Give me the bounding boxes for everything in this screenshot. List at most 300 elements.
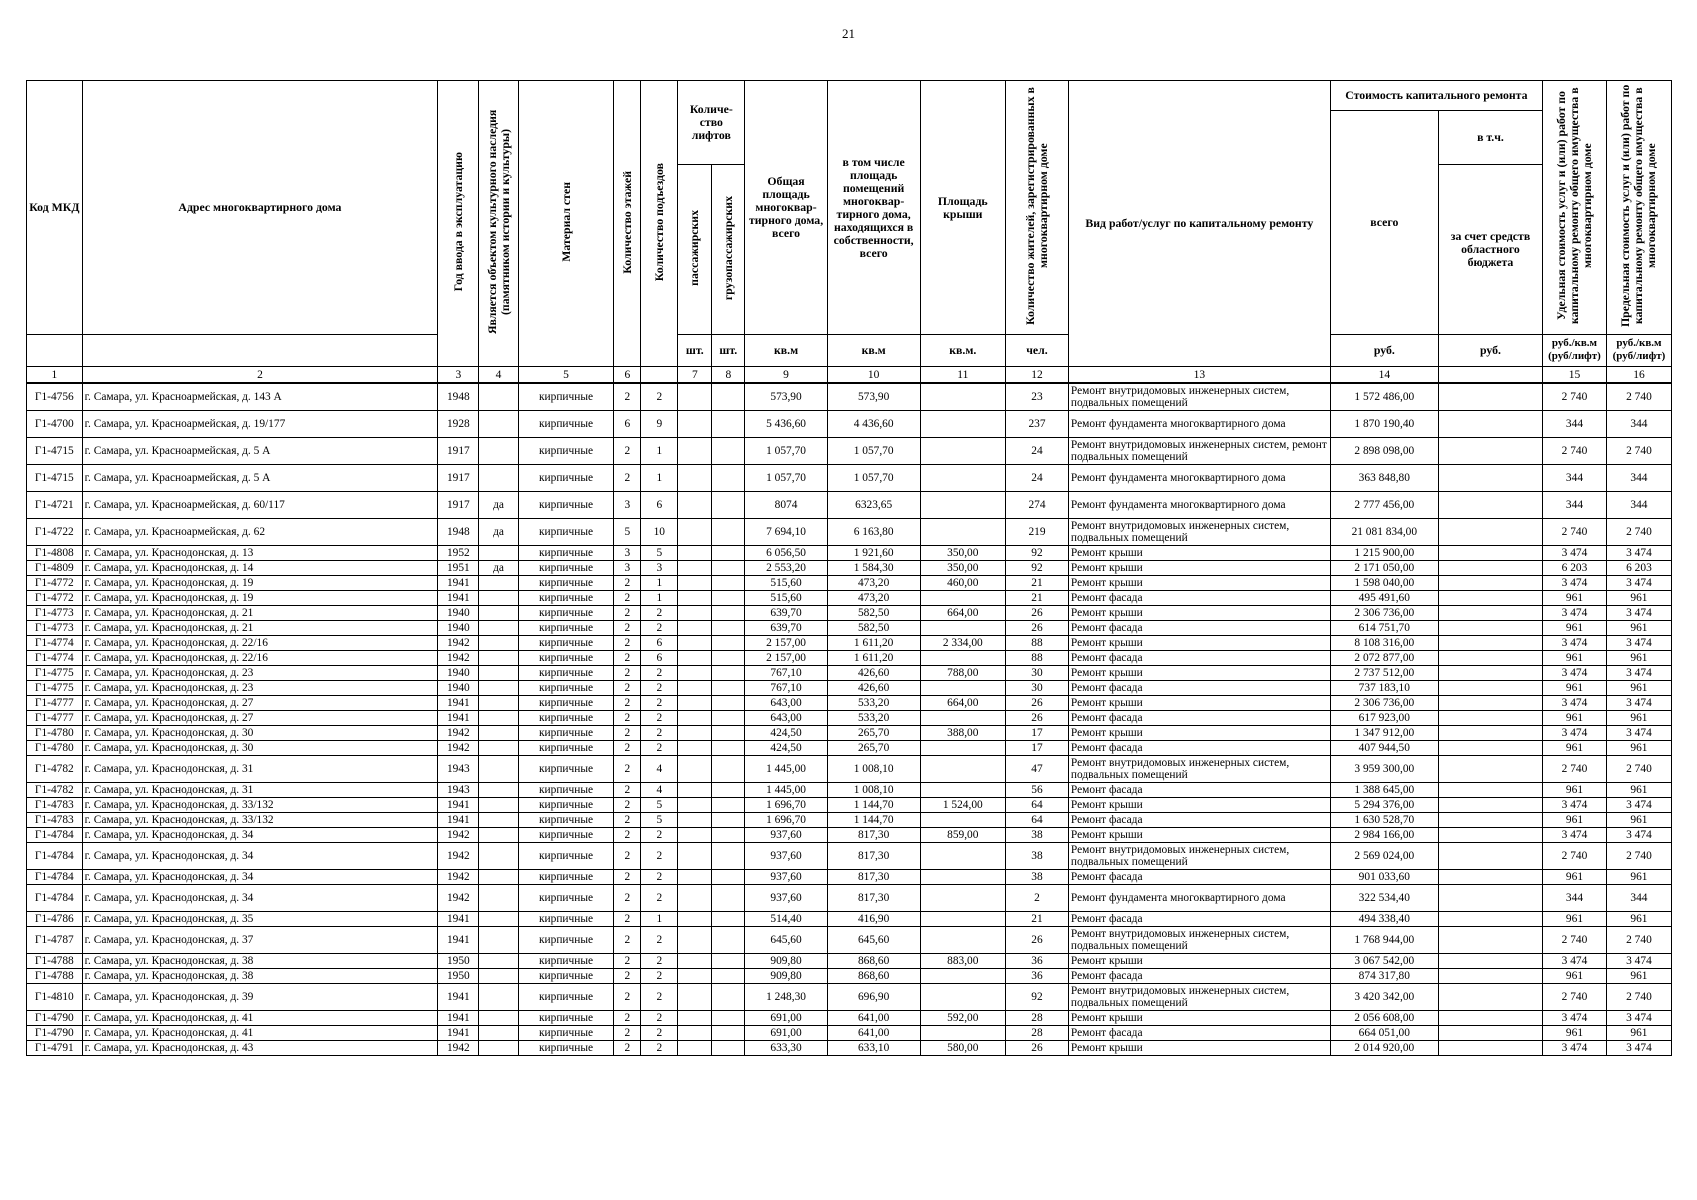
cell-heritage [479,636,518,651]
cell-floors: 2 [614,954,641,969]
cell-passenger-lifts [678,984,712,1011]
cell-entrances: 6 [641,636,678,651]
cell-residents: 2 [1006,885,1069,912]
cell-address: г. Самара, ул. Краснодонская, д. 41 [82,1011,438,1026]
cell-code: Г1-4784 [27,828,83,843]
cell-regional [1438,546,1542,561]
cell-year: 1941 [438,696,479,711]
cell-owned-area: 533,20 [827,711,920,726]
cell-passenger-lifts [678,969,712,984]
cell-floors: 2 [614,912,641,927]
table-row [27,912,1672,927]
cell-cargo-lifts [712,519,745,546]
cell-work-type: Ремонт фасада [1068,621,1330,636]
cell-cost-total: 1 768 944,00 [1330,927,1438,954]
cell-year: 1928 [438,411,479,438]
cell-cost-total: 2 014 920,00 [1330,1041,1438,1056]
cell-regional [1438,984,1542,1011]
cell-owned-area: 426,60 [827,666,920,681]
cell-residents: 23 [1006,383,1069,411]
cell-year: 1942 [438,636,479,651]
cell-residents: 24 [1006,465,1069,492]
cell-code: Г1-4784 [27,885,83,912]
cell-entrances: 1 [641,465,678,492]
table-row [27,870,1672,885]
cell-passenger-lifts [678,828,712,843]
cell-code: Г1-4700 [27,411,83,438]
cell-total-area: 645,60 [745,927,827,954]
col-cargo-header: грузопассажирских [712,165,745,335]
cell-regional [1438,561,1542,576]
cell-address: г. Самара, ул. Краснодонская, д. 30 [82,741,438,756]
cell-cost-total: 2 171 050,00 [1330,561,1438,576]
cell-code: Г1-4808 [27,546,83,561]
cell-floors: 2 [614,1041,641,1056]
cell-owned-area: 641,00 [827,1026,920,1041]
cell-unit-cost: 3 474 [1543,636,1607,651]
cell-owned-area: 645,60 [827,927,920,954]
cell-year: 1942 [438,741,479,756]
column-number: 10 [827,367,920,384]
cell-work-type: Ремонт крыши [1068,798,1330,813]
cell-year: 1942 [438,843,479,870]
cell-floors: 2 [614,591,641,606]
cell-cost-total: 5 294 376,00 [1330,798,1438,813]
cell-year: 1951 [438,561,479,576]
cell-heritage [479,591,518,606]
cell-roof-area [920,621,1006,636]
cell-code: Г1-4777 [27,696,83,711]
cell-code: Г1-4782 [27,783,83,798]
cell-max-cost: 961 [1606,813,1671,828]
col-entrances-header: Количество подъездов [641,81,678,367]
cell-heritage [479,798,518,813]
cell-address: г. Самара, ул. Краснодонская, д. 33/132 [82,798,438,813]
cell-roof-area [920,383,1006,411]
cell-material: кирпичные [518,492,614,519]
cell-year: 1942 [438,726,479,741]
cell-residents: 17 [1006,741,1069,756]
cell-max-cost: 961 [1606,741,1671,756]
cell-passenger-lifts [678,696,712,711]
cell-code: Г1-4790 [27,1026,83,1041]
cell-heritage [479,696,518,711]
cell-material: кирпичные [518,546,614,561]
unit-owned-area: кв.м [827,335,920,367]
cell-max-cost: 3 474 [1606,726,1671,741]
cell-passenger-lifts [678,621,712,636]
cell-unit-cost: 3 474 [1543,828,1607,843]
cell-roof-area: 664,00 [920,696,1006,711]
cell-cargo-lifts [712,621,745,636]
cell-cost-total: 1 572 486,00 [1330,383,1438,411]
cell-regional [1438,1011,1542,1026]
cell-material: кирпичные [518,870,614,885]
cell-unit-cost: 3 474 [1543,726,1607,741]
column-number: 9 [745,367,827,384]
table-row [27,621,1672,636]
cell-residents: 30 [1006,666,1069,681]
cell-material: кирпичные [518,885,614,912]
col-regional-header: за счет средств областного бюджета [1438,165,1542,335]
cell-address: г. Самара, ул. Краснодонская, д. 34 [82,828,438,843]
cell-cost-total: 617 923,00 [1330,711,1438,726]
cell-regional [1438,1041,1542,1056]
cell-work-type: Ремонт фундамента многоквартирного дома [1068,465,1330,492]
table-row [27,383,1672,411]
cell-residents: 26 [1006,1041,1069,1056]
cell-max-cost: 3 474 [1606,1041,1671,1056]
cell-cost-total: 1 388 645,00 [1330,783,1438,798]
cell-work-type: Ремонт крыши [1068,666,1330,681]
cell-passenger-lifts [678,912,712,927]
cell-owned-area: 817,30 [827,828,920,843]
cell-passenger-lifts [678,813,712,828]
cell-unit-cost: 2 740 [1543,438,1607,465]
cell-cargo-lifts [712,912,745,927]
cell-code: Г1-4777 [27,711,83,726]
cell-total-area: 691,00 [745,1026,827,1041]
cell-roof-area [920,411,1006,438]
unit-cargo: шт. [712,335,745,367]
cell-material: кирпичные [518,591,614,606]
cell-passenger-lifts [678,1041,712,1056]
cell-year: 1942 [438,1041,479,1056]
cell-work-type: Ремонт фасада [1068,591,1330,606]
cell-code: Г1-4774 [27,636,83,651]
cell-roof-area [920,843,1006,870]
cell-address: г. Самара, ул. Красноармейская, д. 60/117 [82,492,438,519]
cell-work-type: Ремонт крыши [1068,696,1330,711]
cell-heritage [479,912,518,927]
column-number: 3 [438,367,479,384]
cell-cargo-lifts [712,465,745,492]
column-number: 4 [479,367,518,384]
cell-work-type: Ремонт фасада [1068,651,1330,666]
cell-material: кирпичные [518,621,614,636]
cell-residents: 17 [1006,726,1069,741]
cell-regional [1438,783,1542,798]
cell-total-area: 691,00 [745,1011,827,1026]
cell-max-cost: 2 740 [1606,756,1671,783]
cell-passenger-lifts [678,726,712,741]
cell-code: Г1-4788 [27,969,83,984]
cell-cost-total: 2 984 166,00 [1330,828,1438,843]
cell-cargo-lifts [712,651,745,666]
cell-work-type: Ремонт крыши [1068,726,1330,741]
col-work-type-header: Вид работ/услуг по капитальному ремонту [1068,81,1330,367]
cell-material: кирпичные [518,561,614,576]
cell-work-type: Ремонт фасада [1068,1026,1330,1041]
cell-cargo-lifts [712,843,745,870]
cell-roof-area: 664,00 [920,606,1006,621]
cell-total-area: 1 057,70 [745,465,827,492]
cell-year: 1942 [438,885,479,912]
table-row [27,885,1672,912]
cell-passenger-lifts [678,756,712,783]
cell-residents: 21 [1006,576,1069,591]
cell-entrances: 2 [641,969,678,984]
cell-address: г. Самара, ул. Краснодонская, д. 34 [82,870,438,885]
cell-heritage [479,546,518,561]
cell-floors: 2 [614,576,641,591]
cell-residents: 36 [1006,969,1069,984]
cell-max-cost: 961 [1606,651,1671,666]
cell-owned-area: 473,20 [827,576,920,591]
cell-work-type: Ремонт фасада [1068,969,1330,984]
cell-floors: 2 [614,927,641,954]
cell-address: г. Самара, ул. Краснодонская, д. 39 [82,984,438,1011]
cell-total-area: 643,00 [745,696,827,711]
cell-material: кирпичные [518,383,614,411]
cell-owned-area: 868,60 [827,954,920,969]
cell-owned-area: 1 008,10 [827,756,920,783]
table-row [27,636,1672,651]
cell-heritage: да [479,561,518,576]
cell-code: Г1-4715 [27,465,83,492]
cell-heritage [479,438,518,465]
cell-residents: 21 [1006,912,1069,927]
cell-owned-area: 1 611,20 [827,636,920,651]
cell-max-cost: 3 474 [1606,954,1671,969]
table-row [27,1041,1672,1056]
table-row [27,591,1672,606]
column-number: 8 [712,367,745,384]
cell-max-cost: 961 [1606,870,1671,885]
cell-cargo-lifts [712,711,745,726]
cell-work-type: Ремонт крыши [1068,1011,1330,1026]
cell-heritage: да [479,492,518,519]
cell-roof-area: 350,00 [920,546,1006,561]
cell-total-area: 767,10 [745,666,827,681]
cell-max-cost: 2 740 [1606,519,1671,546]
cell-code: Г1-4715 [27,438,83,465]
cell-cost-total: 3 067 542,00 [1330,954,1438,969]
cell-code: Г1-4784 [27,843,83,870]
cell-passenger-lifts [678,870,712,885]
cell-max-cost: 3 474 [1606,636,1671,651]
cell-unit-cost: 3 474 [1543,1041,1607,1056]
cell-roof-area [920,711,1006,726]
cell-passenger-lifts [678,546,712,561]
cell-residents: 64 [1006,813,1069,828]
cell-roof-area [920,681,1006,696]
cell-max-cost: 2 740 [1606,984,1671,1011]
cell-floors: 2 [614,606,641,621]
cell-heritage [479,843,518,870]
cell-floors: 3 [614,492,641,519]
cell-entrances: 2 [641,954,678,969]
column-number: 16 [1606,367,1671,384]
cell-unit-cost: 3 474 [1543,546,1607,561]
cell-roof-area [920,813,1006,828]
cell-unit-cost: 961 [1543,711,1607,726]
table-row [27,954,1672,969]
cell-unit-cost: 2 740 [1543,927,1607,954]
cell-year: 1942 [438,870,479,885]
unit-max-cost: руб./кв.м (руб/лифт) [1606,335,1671,367]
cell-passenger-lifts [678,927,712,954]
cell-owned-area: 1 144,70 [827,813,920,828]
cell-total-area: 2 157,00 [745,651,827,666]
cell-work-type: Ремонт крыши [1068,636,1330,651]
cell-cost-total: 1 347 912,00 [1330,726,1438,741]
col-cost-header: Стоимость капитального ремонта [1330,81,1542,111]
cell-roof-area: 788,00 [920,666,1006,681]
cell-heritage [479,711,518,726]
col-passenger-header: пассажирских [678,165,712,335]
cell-work-type: Ремонт крыши [1068,606,1330,621]
cell-entrances: 2 [641,711,678,726]
cell-residents: 92 [1006,984,1069,1011]
cell-year: 1917 [438,438,479,465]
table-row [27,828,1672,843]
col-cost-total-header: всего [1330,111,1438,335]
cell-passenger-lifts [678,681,712,696]
cell-total-area: 8074 [745,492,827,519]
cell-heritage [479,741,518,756]
cell-passenger-lifts [678,741,712,756]
cell-cost-total: 2 569 024,00 [1330,843,1438,870]
cell-code: Г1-4782 [27,756,83,783]
table-row [27,651,1672,666]
cell-max-cost: 6 203 [1606,561,1671,576]
cell-max-cost: 961 [1606,711,1671,726]
cell-total-area: 7 694,10 [745,519,827,546]
cell-cargo-lifts [712,798,745,813]
cell-floors: 2 [614,783,641,798]
cell-work-type: Ремонт фасада [1068,711,1330,726]
cell-owned-area: 868,60 [827,969,920,984]
cell-year: 1941 [438,576,479,591]
cell-year: 1940 [438,621,479,636]
table-header [27,81,1672,367]
cell-heritage [479,927,518,954]
cell-code: Г1-4809 [27,561,83,576]
cell-entrances: 5 [641,813,678,828]
cell-unit-cost: 344 [1543,492,1607,519]
cell-max-cost: 961 [1606,681,1671,696]
table-row [27,813,1672,828]
cell-owned-area: 573,90 [827,383,920,411]
cell-residents: 88 [1006,651,1069,666]
cell-address: г. Самара, ул. Краснодонская, д. 33/132 [82,813,438,828]
cell-roof-area [920,969,1006,984]
table-row [27,756,1672,783]
cell-floors: 2 [614,1026,641,1041]
cell-heritage [479,681,518,696]
table-row [27,411,1672,438]
cell-passenger-lifts [678,465,712,492]
cell-owned-area: 696,90 [827,984,920,1011]
table-row [27,1026,1672,1041]
cell-code: Г1-4783 [27,798,83,813]
cell-year: 1942 [438,651,479,666]
cell-entrances: 2 [641,984,678,1011]
cell-regional [1438,954,1542,969]
cell-total-area: 767,10 [745,681,827,696]
page-number: 21 [842,26,855,41]
cell-owned-area: 1 611,20 [827,651,920,666]
cell-regional [1438,969,1542,984]
table-row [27,741,1672,756]
table-row [27,927,1672,954]
cell-residents: 26 [1006,696,1069,711]
cell-material: кирпичные [518,576,614,591]
cell-entrances: 2 [641,828,678,843]
cell-work-type: Ремонт фасада [1068,741,1330,756]
cell-total-area: 515,60 [745,576,827,591]
cell-year: 1941 [438,1026,479,1041]
column-number: 6 [614,367,641,384]
cell-cost-total: 407 944,50 [1330,741,1438,756]
cell-work-type: Ремонт фундамента многоквартирного дома [1068,411,1330,438]
cell-roof-area [920,741,1006,756]
cell-total-area: 515,60 [745,591,827,606]
cell-work-type: Ремонт внутридомовых инженерных систем, подвальных помещений [1068,843,1330,870]
cell-regional [1438,492,1542,519]
col-roof-area-header: Площадь крыши [920,81,1006,335]
cell-entrances: 2 [641,741,678,756]
cell-entrances: 1 [641,912,678,927]
cell-material: кирпичные [518,711,614,726]
cell-cost-total: 1 630 528,70 [1330,813,1438,828]
cell-entrances: 2 [641,666,678,681]
cell-floors: 2 [614,711,641,726]
cell-cost-total: 614 751,70 [1330,621,1438,636]
cell-cargo-lifts [712,591,745,606]
cell-cargo-lifts [712,969,745,984]
cell-year: 1948 [438,519,479,546]
capital-repair-table [26,80,1672,1056]
cell-unit-cost: 3 474 [1543,696,1607,711]
cell-material: кирпичные [518,741,614,756]
cell-cost-total: 495 491,60 [1330,591,1438,606]
cell-year: 1948 [438,383,479,411]
cell-unit-cost: 3 474 [1543,798,1607,813]
cell-residents: 28 [1006,1011,1069,1026]
cell-roof-area [920,1026,1006,1041]
cell-owned-area: 1 144,70 [827,798,920,813]
cell-total-area: 937,60 [745,870,827,885]
cell-max-cost: 344 [1606,465,1671,492]
cell-material: кирпичные [518,984,614,1011]
cell-heritage [479,1041,518,1056]
cell-total-area: 573,90 [745,383,827,411]
cell-cargo-lifts [712,576,745,591]
cell-max-cost: 3 474 [1606,666,1671,681]
cell-max-cost: 3 474 [1606,828,1671,843]
cell-max-cost: 3 474 [1606,1011,1671,1026]
cell-max-cost: 961 [1606,1026,1671,1041]
cell-address: г. Самара, ул. Красноармейская, д. 5 А [82,438,438,465]
cell-heritage [479,576,518,591]
cell-regional [1438,696,1542,711]
cell-regional [1438,621,1542,636]
cell-floors: 2 [614,383,641,411]
cell-regional [1438,726,1542,741]
cell-unit-cost: 961 [1543,969,1607,984]
cell-entrances: 2 [641,927,678,954]
cell-roof-area: 883,00 [920,954,1006,969]
cell-code: Г1-4788 [27,954,83,969]
cell-heritage [479,870,518,885]
cell-year: 1942 [438,828,479,843]
cell-year: 1941 [438,912,479,927]
cell-heritage [479,954,518,969]
cell-residents: 36 [1006,954,1069,969]
cell-cargo-lifts [712,666,745,681]
